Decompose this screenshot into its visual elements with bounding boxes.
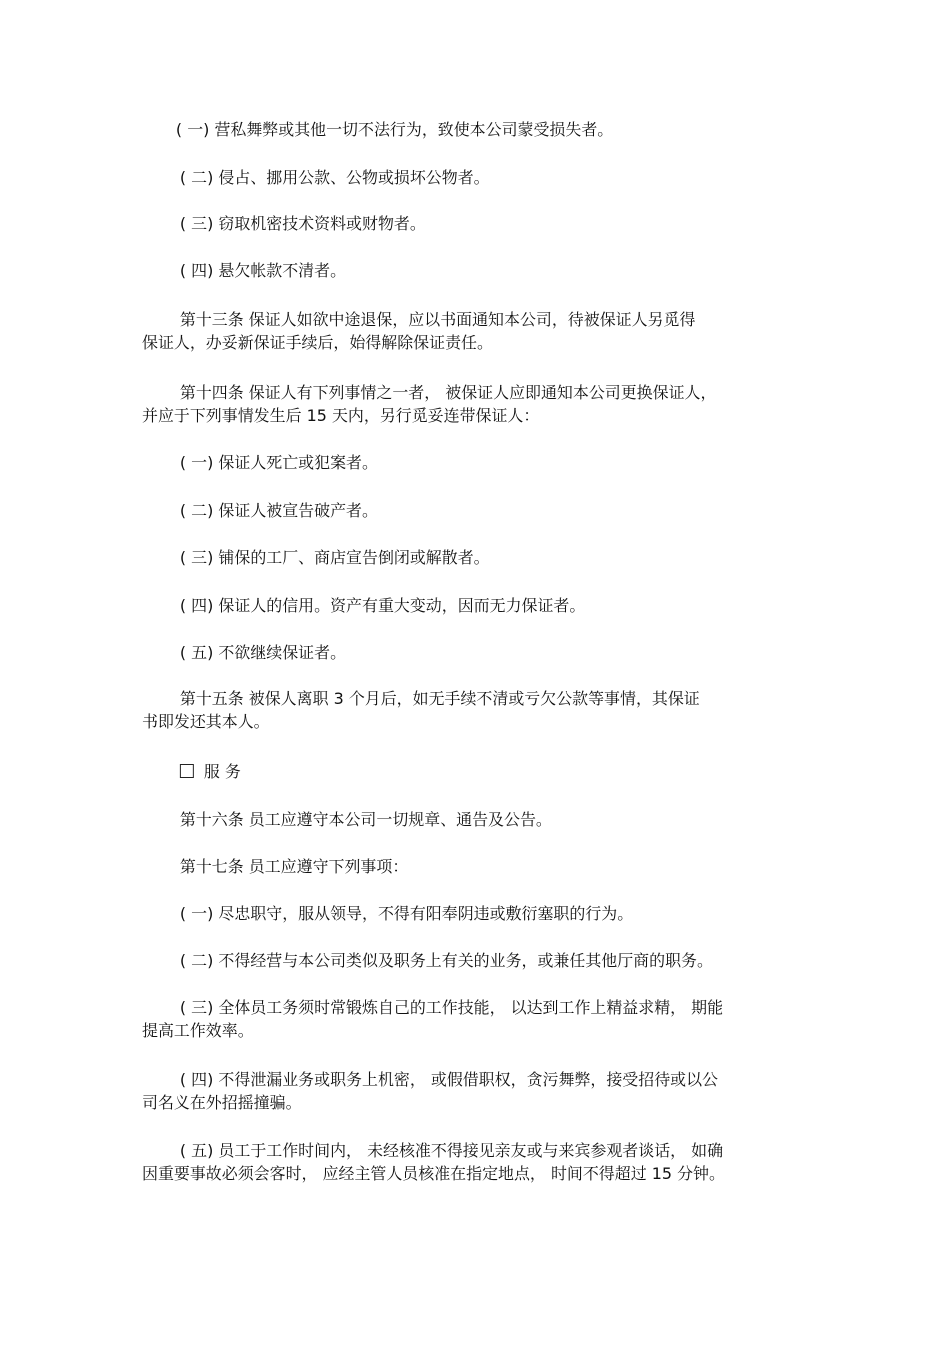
clause-paragraph (142, 594, 810, 617)
section-heading-line (142, 760, 808, 783)
article-14 (142, 381, 810, 427)
text-line: ( 四) 保证人的信用。资产有重大变动，因而无力保证者。 (179, 596, 586, 615)
article-16 (142, 808, 810, 831)
text-line: ( 四) 悬欠帐款不清者。 (179, 261, 347, 280)
clause-paragraph (142, 996, 810, 1042)
text-line: ( 三) 窃取机密技术资料或财物者。 (179, 214, 426, 233)
text-line: 因重要事故必须会客时， 应经主管人员核准在指定地点， 时间不得超过 15 分钟。 (142, 1164, 725, 1183)
text-line: ( 一) 营私舞弊或其他一切不法行为，致使本公司蒙受损失者。 (175, 120, 614, 139)
clause-paragraph (142, 166, 810, 189)
text-line: 提高工作效率。 (142, 1021, 254, 1040)
clause-paragraph (142, 1139, 810, 1185)
text-line: 并应于下列事情发生后 15 天内，另行觅妥连带保证人： (142, 406, 540, 425)
text-line: 第十四条 保证人有下列事情之一者， 被保证人应即通知本公司更换保证人， (179, 383, 717, 402)
text-line: 第十七条 员工应遵守下列事项： (179, 857, 409, 876)
text-line: ( 一) 保证人死亡或犯案者。 (179, 453, 378, 472)
text-line: ( 四) 不得泄漏业务或职务上机密， 或假借职权，贪污舞弊，接受招待或以公 (179, 1070, 719, 1089)
square-bullet-icon (180, 764, 194, 778)
clause-paragraph (142, 451, 810, 474)
text-line: ( 三) 铺保的工厂、商店宣告倒闭或解散者。 (179, 548, 490, 567)
section-heading (142, 760, 810, 783)
text-line: ( 五) 员工于工作时间内， 未经核准不得接见亲友或与来宾参观者谈话， 如确 (179, 1141, 724, 1160)
article-15 (142, 687, 810, 733)
section-heading-text: 服 务 (203, 762, 241, 781)
text-line: 第十六条 员工应遵守本公司一切规章、通告及公告。 (179, 810, 552, 829)
clause-paragraph (142, 259, 810, 282)
text-line: 保证人，办妥新保证手续后，始得解除保证责任。 (142, 333, 493, 352)
clause-paragraph (142, 1068, 810, 1114)
text-line: ( 二) 保证人被宣告破产者。 (179, 501, 378, 520)
clause-paragraph (142, 212, 810, 235)
text-line: 书即发还其本人。 (142, 712, 270, 731)
text-line: ( 三) 全体员工务须时常锻炼自己的工作技能， 以达到工作上精益求精， 期能 (179, 998, 724, 1017)
article-13 (142, 308, 810, 354)
clause-paragraph (142, 499, 810, 522)
text-line: ( 一) 尽忠职守，服从领导，不得有阳奉阴违或敷衍塞职的行为。 (179, 904, 634, 923)
clause-paragraph (142, 902, 810, 925)
clause-paragraph (142, 641, 810, 664)
text-line: 第十三条 保证人如欲中途退保，应以书面通知本公司，待被保证人另觅得 (179, 310, 696, 329)
clause-paragraph (142, 118, 810, 141)
article-17 (142, 855, 810, 878)
text-line: ( 二) 侵占、挪用公款、公物或损坏公物者。 (179, 168, 490, 187)
text-line: ( 二) 不得经营与本公司类似及职务上有关的业务，或兼任其他厅商的职务。 (179, 951, 713, 970)
text-line: 第十五条 被保人离职 3 个月后，如无手续不清或亏欠公款等事情，其保证 (179, 689, 700, 708)
text-line: 司名义在外招摇撞骗。 (142, 1093, 302, 1112)
clause-paragraph (142, 949, 810, 972)
text-line: ( 五) 不欲继续保证者。 (179, 643, 347, 662)
clause-paragraph (142, 546, 810, 569)
